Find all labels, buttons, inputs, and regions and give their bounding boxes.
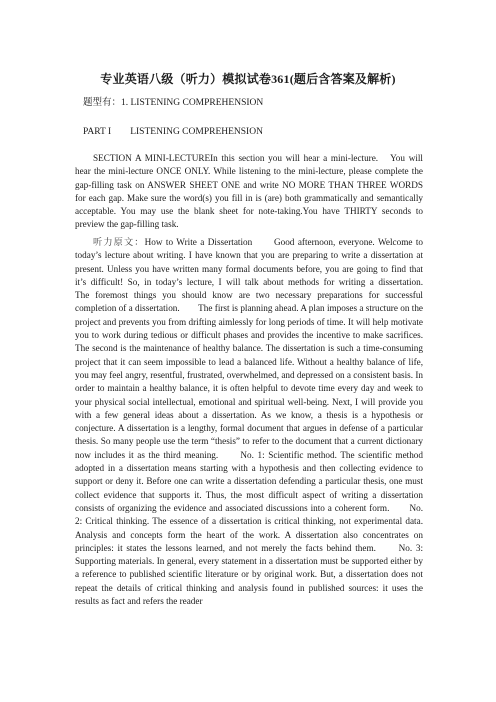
transcript-label: 听力原文： [93,237,145,247]
document-title: 专业英语八级（听力）模拟试卷361(题后含答案及解析) [100,72,396,86]
part-heading: PART I LISTENING COMPREHENSION [83,127,263,137]
section-instructions: SECTION A MINI-LECTUREIn this section you will hear a mini-lecture. You will hear the mini-lecture ONCE ONLY. While listening to the mini-lecture, please complete the gap-filling task on ANSWER SHEET ONE and write NO MORE THAN THREE WORDS for each gap. Make sure the word(s) you fill in is (are) both grammatically and semantically acceptable. You may use the blank sheet for note-taking.You have THIRTY seconds to preview the gap-filling task. [75,153,423,230]
question-type-line: 题型有：1. LISTENING COMPREHENSION [83,98,264,108]
transcript-text: How to Write a Dissertation Good afternoon, everyone. Welcome to today’s lecture about writing. I have known that you are preparing to write a dissertation at present. Unless you have written many formal documents before, you are going to find that it’s difficult! So, in today’s lecture, I will talk about methods for writing a dissertation. The foremost things you should know are two necessary preparations for successful completion of a dissertation. The first is planning ahead. A plan imposes a structure on the project and prevents you from drifting aimlessly for long periods of time. It will help motivate you to work during tedious or difficult phases and provides the incentive to make sacrifices. The second is the maintenance of healthy balance. The dissertation is such a time-consuming project that it can seem impossible to lead a balanced life. Without a healthy balance of life, you may feel angry, resentful, frustrated, overwhelmed, and depressed on a consistent basis. In order to maintain a healthy balance, it is often helpful to devote time every day and week to your physical social intellectual, emotional and spiritual well-being. Next, I will provide you with a few general ideas about a dissertation. As we know, a thesis is a hypothesis or conjecture. A dissertation is a lengthy, formal document that argues in defense of a particular thesis. So many people use the term “thesis” to refer to the document that a current dictionary now includes it as the third meaning. No. 1: Scientific method. The scientific method adopted in a dissertation means starting with a hypothesis and then collecting evidence to support or deny it. Before one can write a dissertation defending a particular thesis, one must collect evidence that supports it. Thus, the most difficult aspect of writing a dissertation consists of organizing the evidence and associated discussions into a coherent form. No. 2: Critical thinking. The essence of a dissertation is critical thinking, not experimental data. Analysis and concepts form the heart of the work. A dissertation also concentrates on principles: it states the lessons learned, and not merely the facts behind them. No. 3: Supporting materials. In general, every statement in a dissertation must be supported either by a reference to published scientific literature or by original work. But, a dissertation does not repeat the details of critical thinking and analysis found in published sources: it uses the results as fact and refers the reader [75,237,442,607]
transcript-paragraph [75,236,442,608]
